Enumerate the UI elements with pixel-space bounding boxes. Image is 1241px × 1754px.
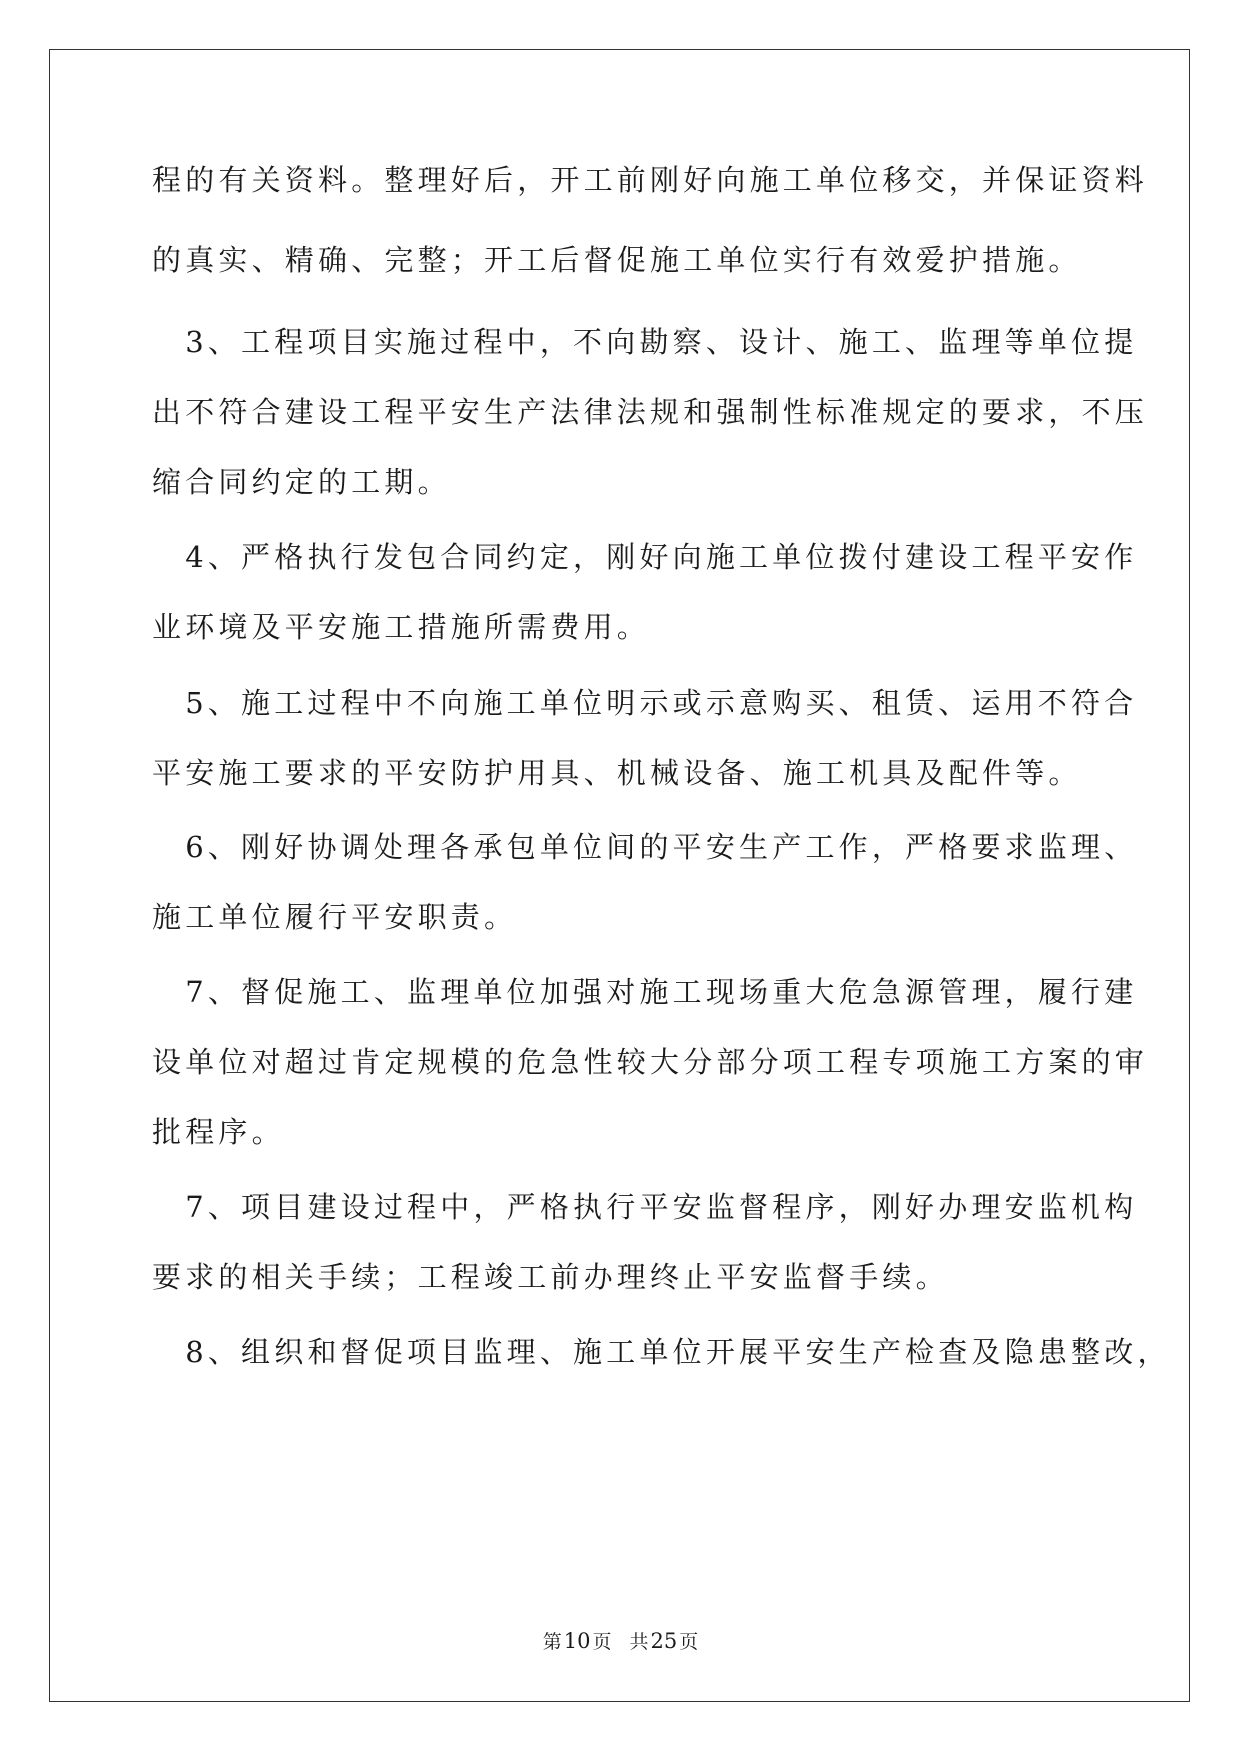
- text-line: 程的有关资料。整理好后，开工前刚好向施工单位移交，并保证资料: [152, 163, 1149, 197]
- text-line: 施工单位履行平安职责。: [152, 900, 518, 934]
- page-suffix: 页: [592, 1631, 612, 1653]
- text-line: 缩合同约定的工期。: [152, 465, 451, 499]
- text-line: 出不符合建设工程平安生产法律法规和强制性标准规定的要求，不压: [152, 395, 1149, 429]
- text-line: 3、工程项目实施过程中，不向勘察、设计、施工、监理等单位提: [152, 325, 1138, 359]
- page-prefix: 第: [542, 1631, 562, 1653]
- total-prefix: 共: [629, 1631, 649, 1653]
- text-line: 的真实、精确、完整；开工后督促施工单位实行有效爱护措施。: [152, 243, 1082, 277]
- text-line: 业环境及平安施工措施所需费用。: [152, 610, 651, 644]
- total-suffix: 页: [679, 1631, 699, 1653]
- text-line: 要求的相关手续；工程竣工前办理终止平安监督手续。: [152, 1260, 949, 1294]
- text-line: 7、督促施工、监理单位加强对施工现场重大危急源管理，履行建: [152, 975, 1138, 1009]
- text-line: 批程序。: [152, 1115, 285, 1149]
- page-footer: [0, 1629, 1241, 1654]
- total-pages: 25: [650, 1629, 678, 1653]
- page-border: [49, 49, 1190, 1702]
- text-line: 5、施工过程中不向施工单位明示或示意购买、租赁、运用不符合: [152, 686, 1138, 720]
- text-line: 4、严格执行发包合同约定，刚好向施工单位拨付建设工程平安作: [152, 540, 1138, 574]
- text-line: 8、组织和督促项目监理、施工单位开展平安生产检查及隐患整改，: [152, 1335, 1171, 1369]
- text-line: 设单位对超过肯定规模的危急性较大分部分项工程专项施工方案的审: [152, 1045, 1149, 1079]
- text-line: 平安施工要求的平安防护用具、机械设备、施工机具及配件等。: [152, 756, 1082, 790]
- page-number: 10: [563, 1629, 591, 1653]
- text-line: 6、刚好协调处理各承包单位间的平安生产工作，严格要求监理、: [152, 830, 1138, 864]
- text-line: 7、项目建设过程中，严格执行平安监督程序，刚好办理安监机构: [152, 1190, 1138, 1224]
